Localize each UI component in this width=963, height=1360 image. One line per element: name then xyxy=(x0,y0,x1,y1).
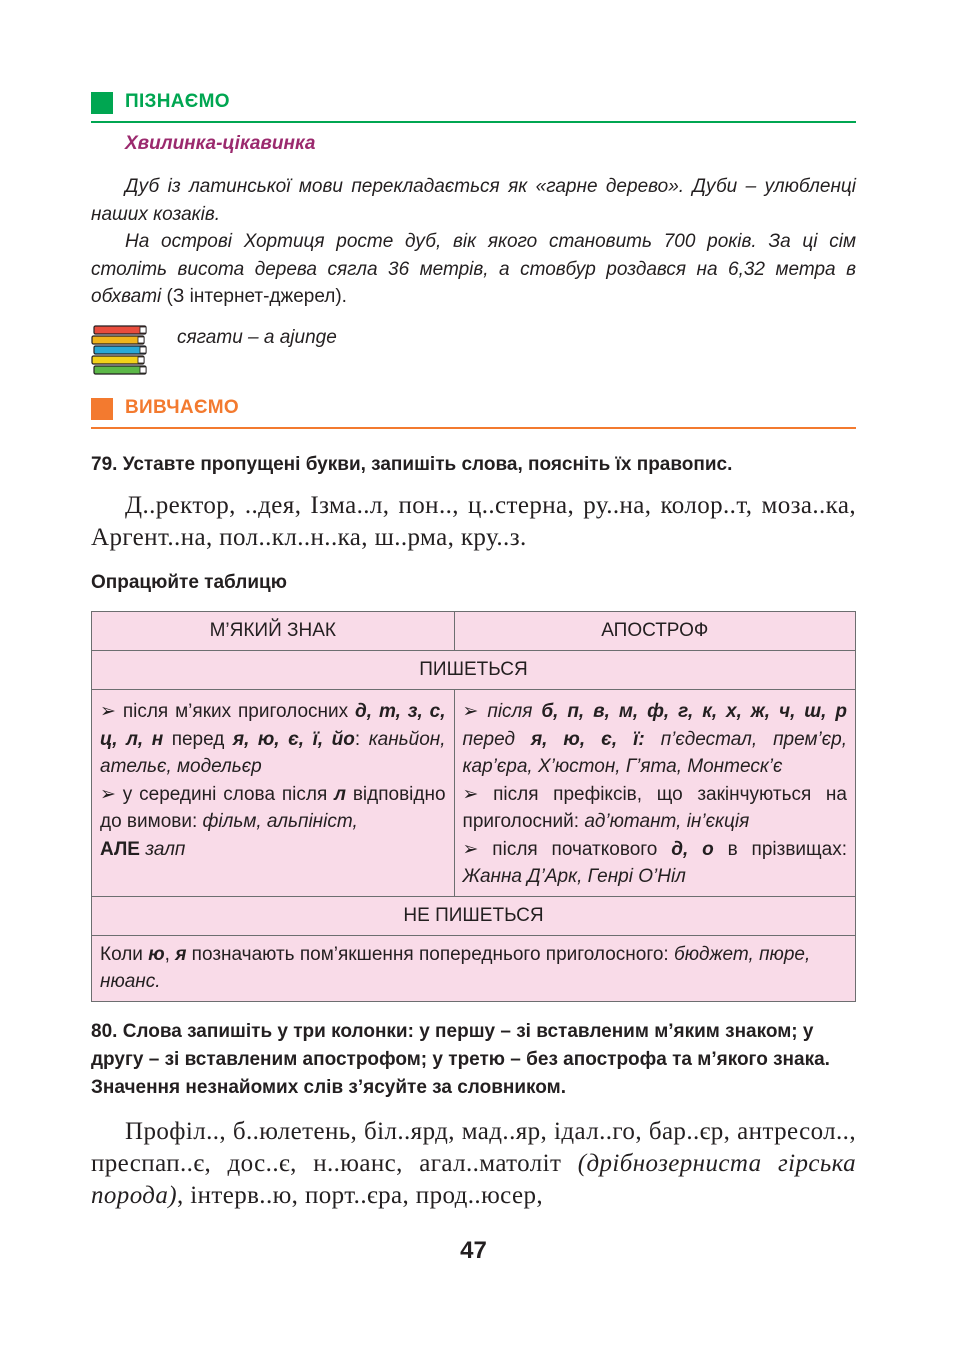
table-intro: Опрацюйте таблицю xyxy=(91,572,287,593)
rule-text: перед xyxy=(163,728,233,750)
soft-sign-rules-cell xyxy=(92,690,455,897)
fact-paragraph-1: Дуб із латинської мови перекладається як «гарне дерево». Дуби – улюбленці наших козаків. xyxy=(91,176,856,225)
rule-letters: д, т, з, с, ц, л, н xyxy=(100,701,446,750)
rule-letters: я, ю, є, ї: xyxy=(530,728,645,750)
page-number: 47 xyxy=(460,1237,487,1264)
exception-label: АЛЕ xyxy=(100,838,140,860)
section-title-study: ВИВЧАЄМО xyxy=(125,397,239,418)
rule-text: Коли xyxy=(100,943,149,965)
section-title-learn: ПІЗНАЄМО xyxy=(125,91,230,112)
fact-source: (З інтернет-джерел). xyxy=(161,286,347,307)
column-header-apostrophe: АПОСТРОФ xyxy=(454,612,855,651)
rule-text: ➢ після початкового xyxy=(462,838,672,860)
table-row-written xyxy=(92,651,856,690)
task-80-definition: (дрібнозерниста гірська порода) xyxy=(91,1150,856,1209)
task-80-text xyxy=(91,1116,856,1212)
spelling-rules-table xyxy=(91,611,856,1002)
task-80-heading: 80. Слова запишіть у три колонки: у першу – зі вставленим м’яким знаком; у другу – зі вставленим апострофом; у третю – без апострофа та м’якого знака. Значення незнайомих слів з’ясуйте за словником. xyxy=(91,1021,830,1098)
rule-examples: залп xyxy=(139,838,186,860)
green-square-marker xyxy=(91,92,113,114)
rule-examples: Жанна Д’Арк, Генрі О’Ніл xyxy=(462,866,686,887)
table-header-row xyxy=(92,612,856,651)
rule-examples: бюджет, пюре, нюанс. xyxy=(100,943,811,992)
apostrophe-rules-cell xyxy=(454,690,855,897)
task-79-text: Д..ректор, ..дея, Ізма..л, пон.., ц..стерна, ру..на, колор..т, моза..ка, Аргент..на, пол..кл..н..ка, ш..рма, кру..з. xyxy=(91,492,856,551)
task-79-heading: 79. Уставте пропущені букви, запишіть слова, поясніть їх правопис. xyxy=(91,454,733,475)
rule-text: позначають пом’якшення попереднього приголосного: xyxy=(186,943,674,965)
rule-text: ➢ після м’яких приголосних xyxy=(100,701,356,722)
rule-text: , xyxy=(164,943,176,965)
task-80-words: , інтерв..ю, порт..єра, прод..юсер, xyxy=(176,1182,544,1209)
not-written-label: НЕ ПИШЕТЬСЯ xyxy=(92,896,856,935)
column-header-soft-sign: М’ЯКИЙ ЗНАК xyxy=(92,612,455,651)
rule-examples: ад’ютант, ін’єкція xyxy=(584,811,750,832)
rule-text: ➢ після xyxy=(462,701,542,722)
orange-rule xyxy=(91,427,856,429)
rule-examples: фільм, альпініст, xyxy=(202,811,358,832)
rule-text: ➢ у середині слова після xyxy=(100,783,335,805)
table-row-not-written xyxy=(92,896,856,935)
rule-letters: л xyxy=(334,783,346,805)
rule-text: перед xyxy=(462,728,531,750)
rule-text: відповідно до вимови: xyxy=(100,783,446,832)
rule-text: в прізвищах: xyxy=(713,838,847,860)
fact-paragraph-2 xyxy=(91,228,856,311)
table-row-rules xyxy=(92,690,856,897)
not-written-rule-cell xyxy=(92,935,856,1001)
green-rule xyxy=(91,121,856,123)
fact-paragraph-2-text: На острові Хортиця росте дуб, вік якого становить 700 років. За ці сім століть висота дерева сягла 36 метрів, а стовбур роздався на 6,32 метра в обхваті xyxy=(91,231,856,307)
table-row-exception xyxy=(92,935,856,1001)
task-80-words: Профіл.., б..юлетень, біл..ярд, мад..яр, ідал..го, бар..єр, антресол.., преспап..є, дос..є, н..юанс, агал..матоліт xyxy=(91,1118,856,1177)
orange-square-marker xyxy=(91,398,113,420)
rule-letters: б, п, в, м, ф, г, к, х, ж, ч, ш, р xyxy=(541,701,847,722)
rule-examples: каньйон, ательє, модельєр xyxy=(100,728,446,777)
rule-letters: я, ю, є, ї, йо xyxy=(232,728,355,750)
written-label: ПИШЕТЬСЯ xyxy=(92,651,856,690)
rule-examples: п’єдестал, прем’єр, кар’єра, Х’юстон, Г’ята, Монтеск’є xyxy=(462,728,847,777)
rule-letters: д, о xyxy=(671,838,714,860)
rule-text: : xyxy=(354,728,369,750)
section-header-study xyxy=(91,396,856,426)
fact-subtitle: Хвилинка-цікавинка xyxy=(125,133,316,154)
rule-letters: я xyxy=(175,943,187,965)
stack-of-books-icon xyxy=(91,325,151,377)
section-header-learn xyxy=(91,90,856,120)
translation-gloss: сягати – a ajunge xyxy=(177,327,337,348)
rule-letters: ю xyxy=(148,943,165,965)
rule-text: ➢ після префіксів, що закінчуються на приголосний: xyxy=(462,783,847,832)
